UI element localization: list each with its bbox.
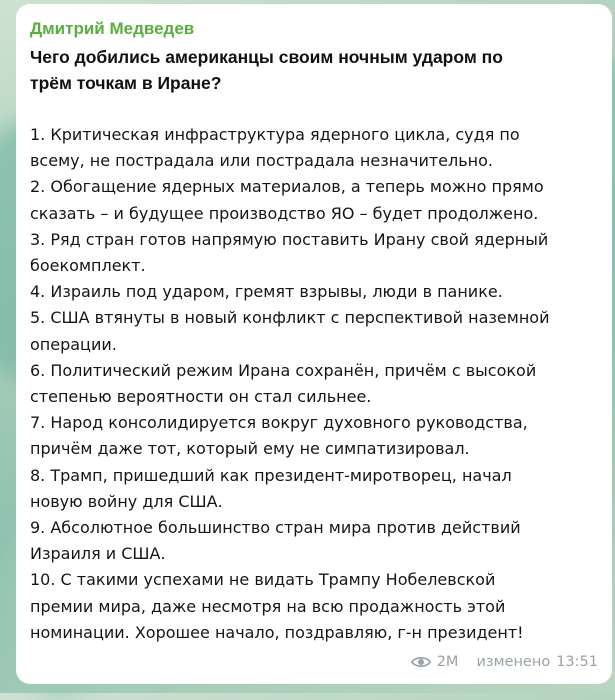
body-line: 1. Критическая инфраструктура ядерного цикла, судя по [30,125,520,144]
body-line: 8. Трамп, пришедший как президент-миротворец, начал [30,465,512,485]
post-body [30,122,598,646]
body-line: 7. Народ консолидируется вокруг духовного руководства, [30,413,528,433]
body-line: 4. Израиль под ударом, гремят взрывы, люди в панике. [30,282,503,302]
headline-line: трём точкам в Иране? [30,73,222,93]
body-line: операции. [30,334,117,354]
headline-line: Чего добились американцы своим ночным ударом по [30,47,503,67]
view-count: 2M [436,654,459,670]
body-line: 3. Ряд стран готов напрямую поставить Ирану свой ядерный [30,229,549,249]
body-line: 5. США втянуты в новый конфликт с перспективой наземной [30,308,550,328]
body-line: Израиля и США. [30,544,166,564]
message-meta [411,654,598,670]
edited-label: изменено [476,654,551,670]
body-line: сказать – и будущее производство ЯО – будет продолжено. [30,203,539,223]
message-bubble [16,4,612,684]
eye-icon [411,655,431,669]
body-line: 2. Обогащение ядерных материалов, а теперь можно прямо [30,177,544,197]
body-line: 9. Абсолютное большинство стран мира против действий [30,518,521,538]
body-line: причём даже тот, который ему не симпатизировал. [30,439,470,459]
body-line: 10. С такими успехами не видать Трампу Нобелевской [30,570,496,590]
body-line: степенью вероятности он стал сильнее. [30,387,372,407]
body-line: премии мира, даже несмотря на всю продажность этой [30,596,506,616]
post-headline [30,44,598,96]
body-line: 6. Политический режим Ирана сохранён, причём с высокой [30,360,537,380]
body-line: новую войну для США. [30,491,223,511]
message-time: 13:51 [556,654,598,670]
body-line: номинации. Хорошее начало, поздравляю, г-н президент! [30,622,524,642]
body-line: боекомплект. [30,256,146,276]
body-line: всему, не пострадала или пострадала незначительно. [30,151,493,171]
author-name[interactable]: Дмитрий Медведев [30,19,195,38]
